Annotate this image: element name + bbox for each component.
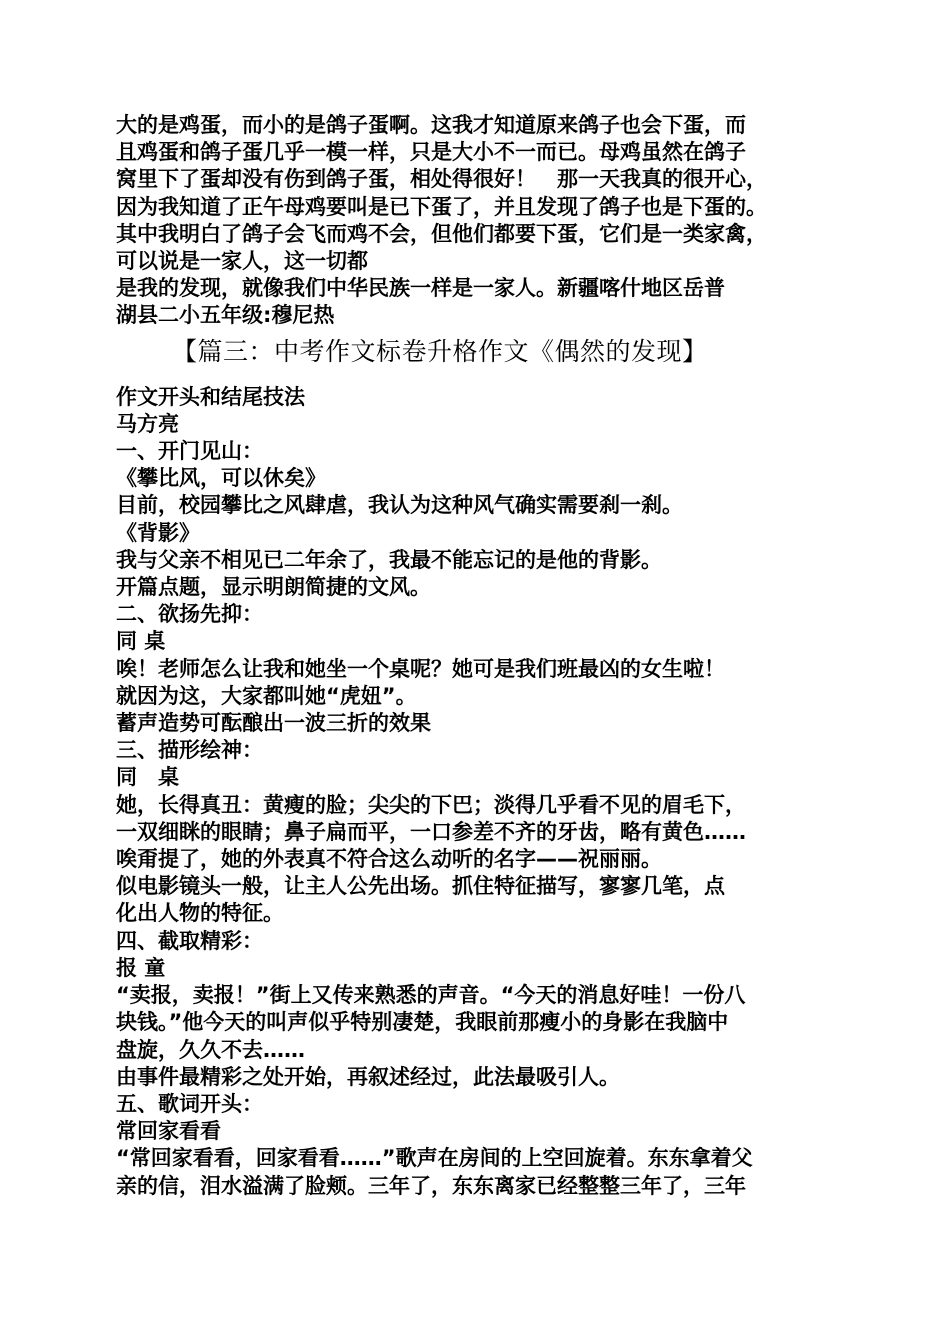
text-line: 盘旋，久久不去…… — [116, 1037, 305, 1062]
text-line: 三、描形绘神： — [116, 738, 263, 763]
text-line: 由事件最精彩之处开始，再叙述经过，此法最吸引人。 — [116, 1064, 620, 1089]
text-line: 亲的信，泪水溢满了脸颊。三年了，东东离家已经整整三年了，三年 — [116, 1173, 746, 1198]
text-line: 我与父亲不相见已二年余了，我最不能忘记的是他的背影。 — [116, 547, 662, 572]
text-line: “卖报，卖报！”街上又传来熟悉的声音。“今天的消息好哇！一份八 — [116, 983, 746, 1008]
text-line: “常回家看看，回家看看……”歌声在房间的上空回旋着。东东拿着父 — [116, 1146, 753, 1171]
text-line: 大的是鸡蛋，而小的是鸽子蛋啊。这我才知道原来鸽子也会下蛋，而 — [116, 113, 746, 137]
text-line: 《攀比风，可以休矣》 — [116, 466, 326, 491]
text-line: 化出人物的特征。 — [116, 901, 284, 926]
text-line: 五、歌词开头： — [116, 1091, 263, 1116]
text-line: 《背影》 — [116, 520, 200, 545]
text-line: 她，长得真丑：黄瘦的脸；尖尖的下巴；淡得几乎看不见的眉毛下， — [116, 792, 746, 817]
text-line: 且鸡蛋和鸽子蛋几乎一模一样，只是大小不一而已。母鸡虽然在鸽子 — [116, 140, 746, 165]
text-line: 唉！老师怎么让我和她坐一个桌呢？她可是我们班最凶的女生啦！ — [116, 656, 725, 681]
text-line: 二、欲扬先抑： — [116, 602, 263, 627]
text-line: 其中我明白了鸽子会飞而鸡不会，但他们都要下蛋，它们是一类家禽， — [116, 221, 767, 246]
text-line: 因为我知道了正午母鸡要叫是已下蛋了，并且发现了鸽子也是下蛋的。 — [116, 194, 767, 219]
text-line: 窝里下了蛋却没有伤到鸽子蛋，相处得很好！ 那一天我真的很开心， — [116, 167, 767, 192]
text-line: 可以说是一家人，这一切都 — [116, 249, 368, 274]
text-line: 块钱。”他今天的叫声似乎特别凄楚，我眼前那瘦小的身影在我脑中 — [116, 1010, 729, 1035]
text-line: 就因为这，大家都叫她“虎妞”。 — [116, 683, 417, 708]
text-line: 蓄声造势可酝酿出一波三折的效果 — [116, 711, 431, 736]
spacer — [116, 374, 846, 384]
text-line: 唉甭提了，她的外表真不符合这么动听的名字——祝丽丽。 — [116, 847, 662, 872]
text-line: 开篇点题，显示明朗简捷的文风。 — [116, 575, 431, 600]
text-line: 同 桌 — [116, 629, 166, 654]
text-line: 一、开门见山： — [116, 439, 263, 464]
text-line: 湖县二小五年级:穆尼热 — [116, 303, 335, 328]
text-line: 常回家看看 — [116, 1119, 221, 1144]
text-line: 是我的发现，就像我们中华民族一样是一家人。新疆喀什地区岳普 — [116, 276, 725, 301]
text-line: 报 童 — [116, 955, 166, 980]
text-line: 马方亮 — [116, 411, 179, 436]
text-line: 一双细眯的眼睛；鼻子扁而平，一口参差不齐的牙齿，略有黄色…… — [116, 819, 746, 844]
intro-paragraph — [116, 112, 846, 330]
document-page — [116, 112, 846, 1200]
text-line: 目前，校园攀比之风肆虐，我认为这种风气确实需要刹一刹。 — [116, 493, 683, 518]
text-line: 作文开头和结尾技法 — [116, 384, 305, 409]
text-line: 四、截取精彩： — [116, 928, 263, 953]
body-text — [116, 384, 846, 1200]
text-line: 同 桌 — [116, 765, 179, 790]
text-line: 似电影镜头一般，让主人公先出场。抓住特征描写，寥寥几笔，点 — [116, 874, 725, 899]
section-title: 【篇三：中考作文标卷升格作文《偶然的发现】 — [172, 336, 708, 366]
